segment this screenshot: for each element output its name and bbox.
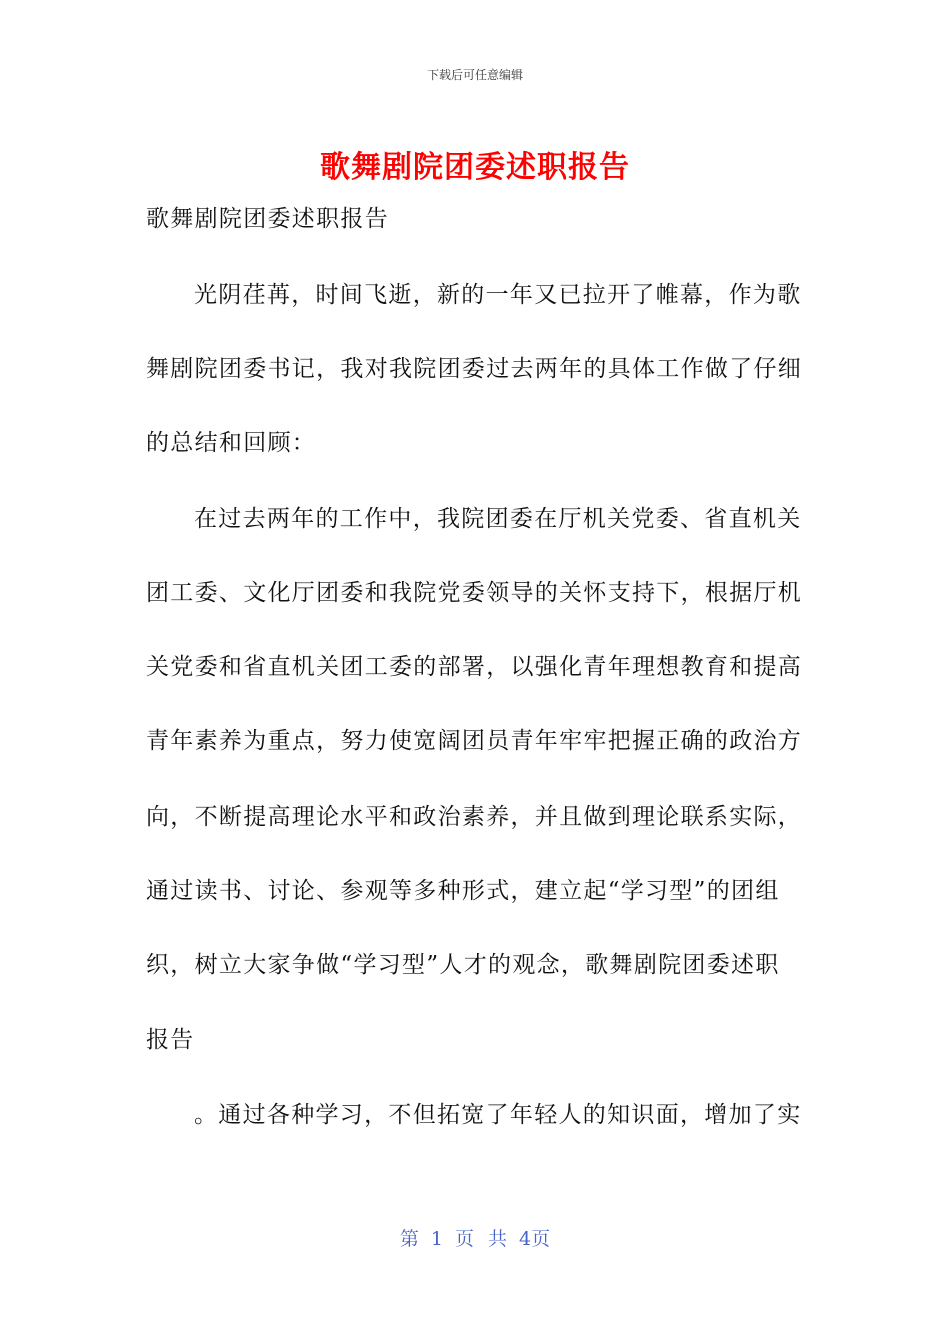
footer-page-number: 1 <box>430 1228 443 1250</box>
body-line: 织，树立大家争做“学习型”人才的观念，歌舞剧院团委述职 <box>146 952 780 978</box>
body-line: 的总结和回顾： <box>146 430 317 456</box>
body-line: 青年素养为重点，努力使宽阔团员青年牢牢把握正确的政治方 <box>146 728 803 754</box>
body-line: 通过读书、讨论、参观等多种形式，建立起“学习型”的团组 <box>146 878 780 904</box>
body-line: 团工委、文化厅团委和我院党委领导的关怀支持下，根据厅机 <box>146 580 803 606</box>
footer-total: 4页 <box>519 1228 551 1250</box>
page-footer <box>0 1224 950 1251</box>
footer-middle: 页 共 <box>454 1228 508 1250</box>
body-line: 歌舞剧院团委述职报告 <box>146 206 389 232</box>
body-line: 。通过各种学习，不但拓宽了年轻人的知识面，增加了实 <box>194 1102 802 1128</box>
body-line: 舞剧院团委书记，我对我院团委过去两年的具体工作做了仔细 <box>146 356 803 382</box>
body-line: 向，不断提高理论水平和政治素养，并且做到理论联系实际， <box>146 804 803 830</box>
body-line: 在过去两年的工作中，我院团委在厅机关党委、省直机关 <box>194 506 802 532</box>
document-title: 歌舞剧院团委述职报告 <box>320 150 630 185</box>
header-note: 下载后可任意编辑 <box>426 68 523 82</box>
body-line: 光阴荏苒，时间飞逝，新的一年又已拉开了帷幕，作为歌 <box>194 282 802 308</box>
body-line: 报告 <box>146 1027 195 1053</box>
footer-prefix: 第 <box>399 1228 419 1250</box>
body-line: 关党委和省直机关团工委的部署，以强化青年理想教育和提高 <box>146 654 803 680</box>
